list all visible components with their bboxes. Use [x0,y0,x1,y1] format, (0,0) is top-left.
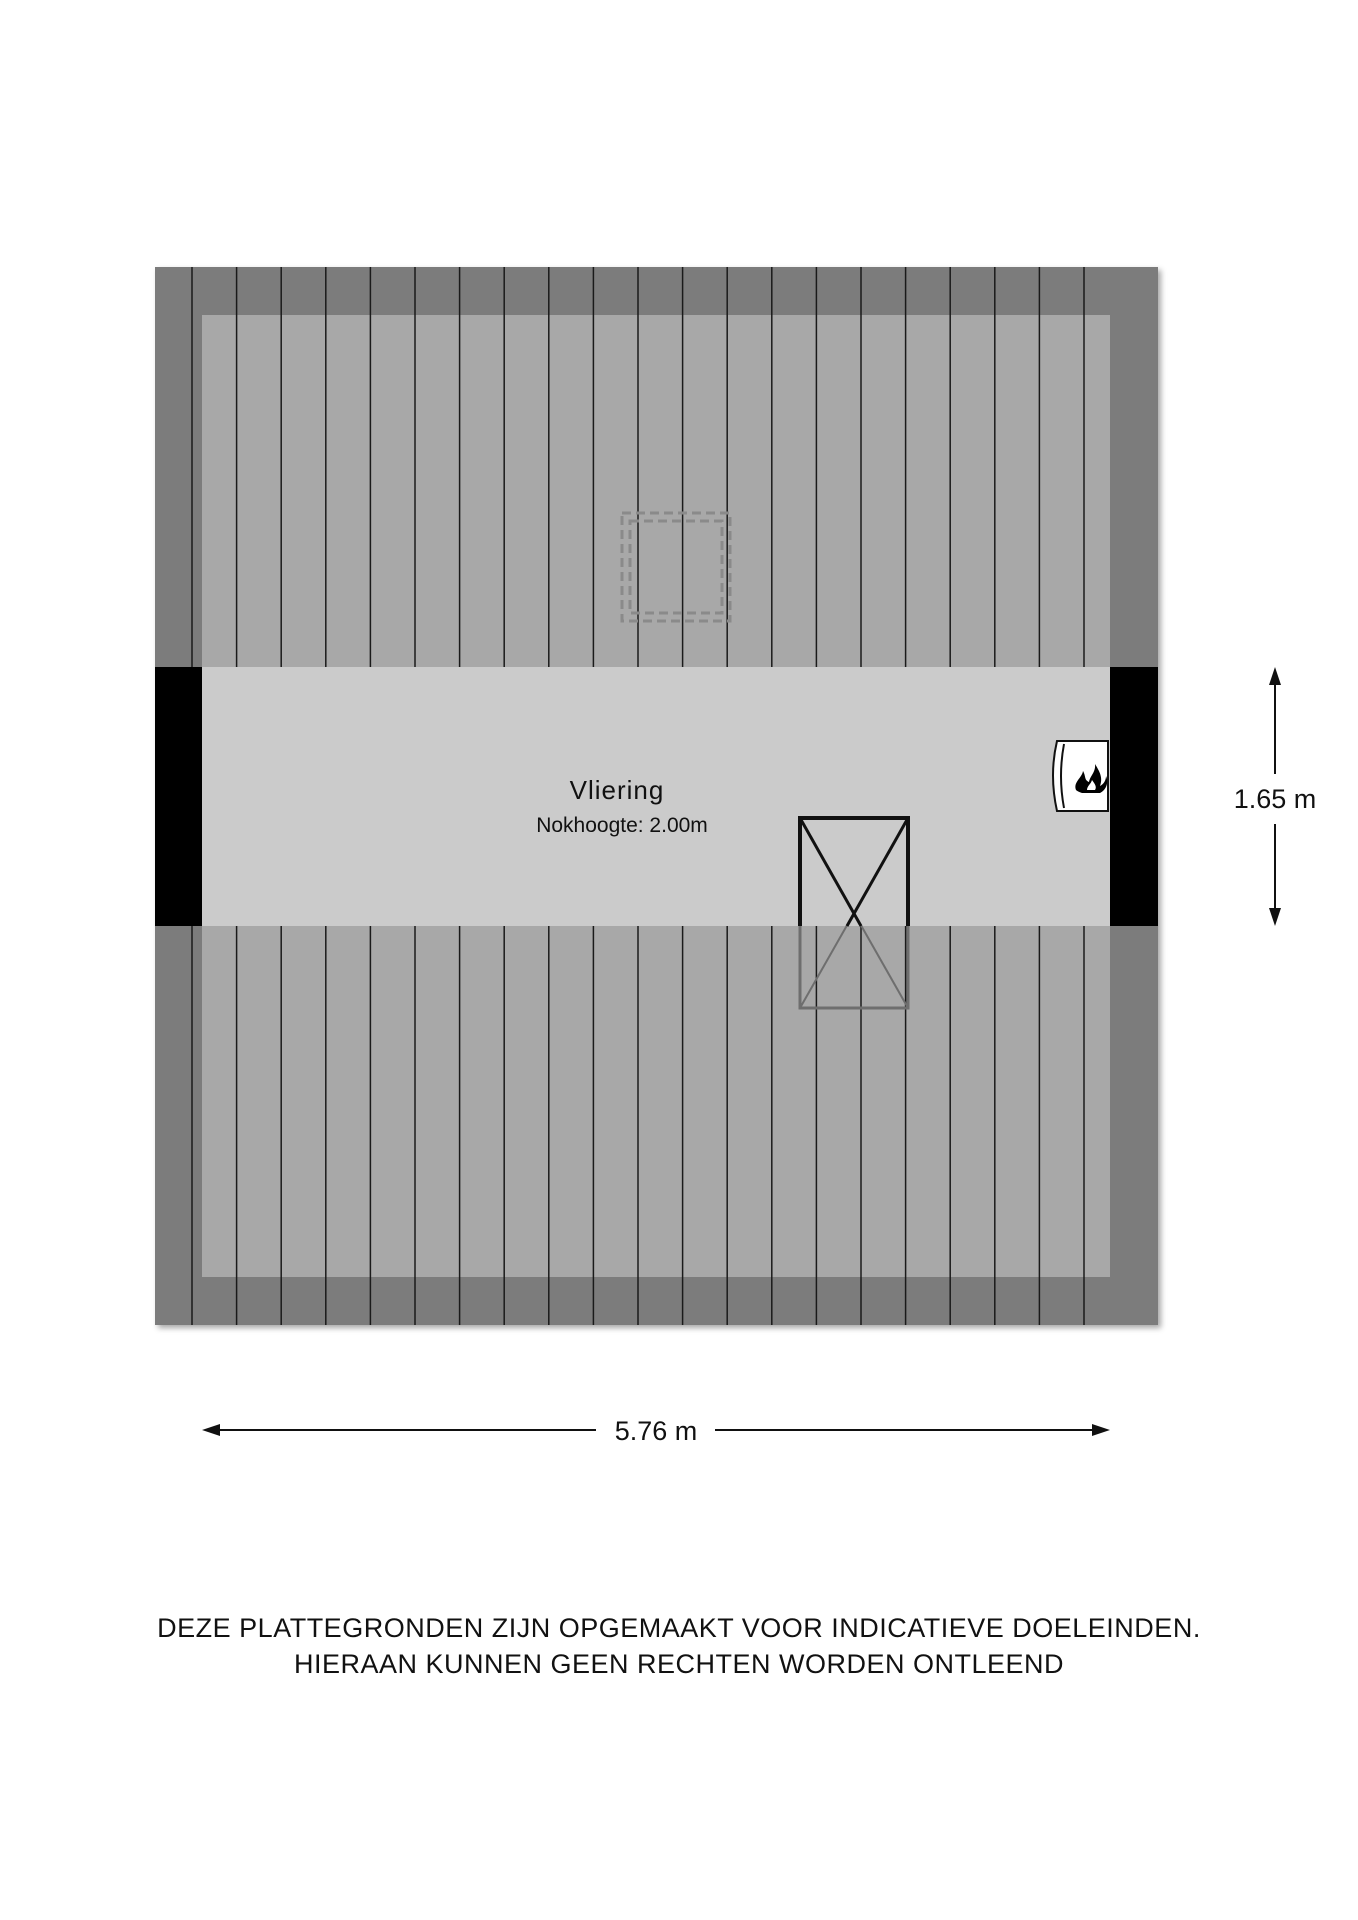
flame-icon [1053,741,1108,811]
wall-right [1110,667,1158,926]
width-label: 5.76 m [614,1416,698,1446]
disclaimer-line-2: HIERAAN KUNNEN GEEN RECHTEN WORDEN ONTLEEND [293,1649,1065,1679]
depth-dimension [1234,667,1317,926]
width-dimension [202,1416,1110,1446]
wall-left [155,667,202,926]
depth-label: 1.65 m [1233,784,1317,814]
room-name: Vliering [569,775,665,805]
ridge-height: Nokhoogte: 2.00m [536,814,708,837]
disclaimer-line-1: DEZE PLATTEGRONDEN ZIJN OPGEMAAKT VOOR INDICATIEVE DOELEINDEN. [157,1613,1201,1643]
